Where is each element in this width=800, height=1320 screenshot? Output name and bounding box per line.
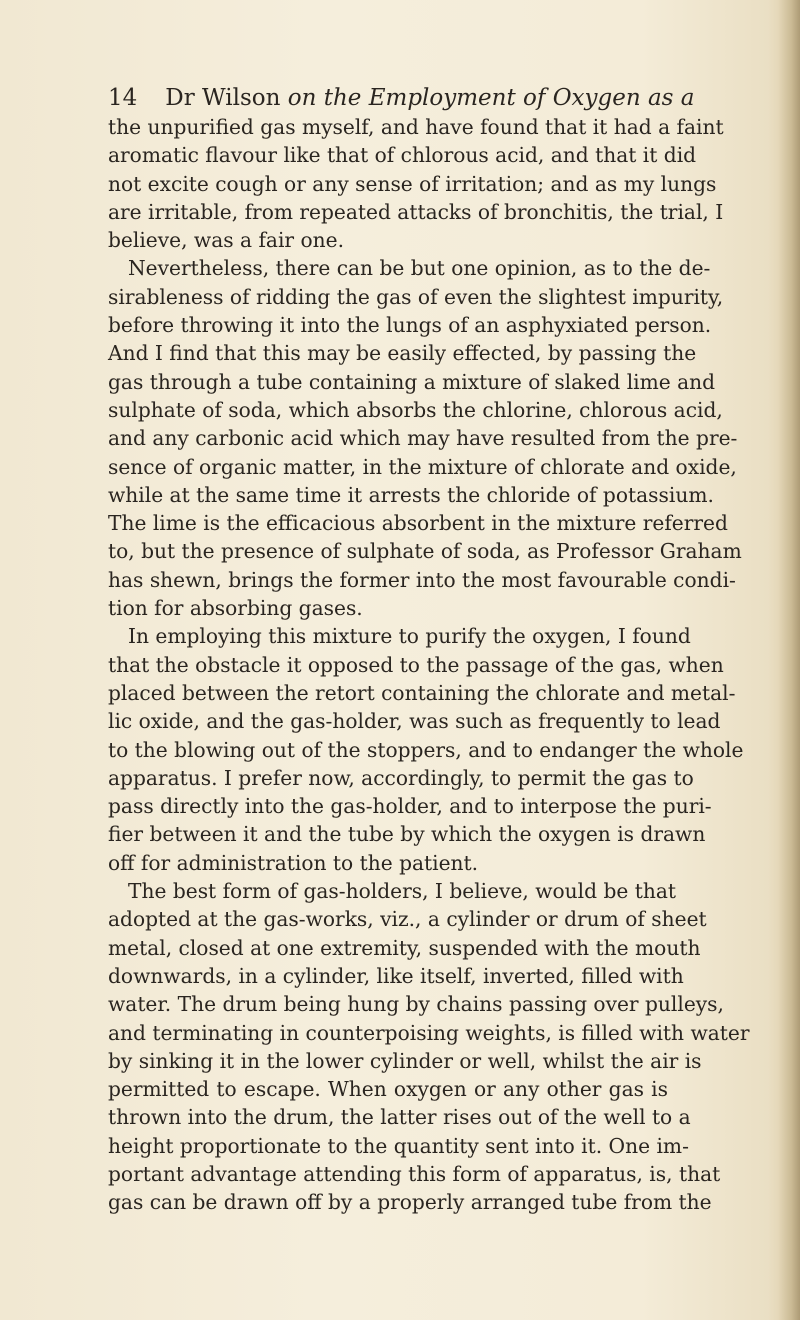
- text-line: and any carbonic acid which may have resulted from the pre-: [108, 426, 738, 451]
- text-line: before throwing it into the lungs of an asphyxiated person.: [108, 313, 712, 338]
- text-line: are irritable, from repeated attacks of bronchitis, the trial, I: [108, 199, 724, 224]
- text-line: gas through a tube containing a mixture of slaked lime and: [108, 369, 716, 394]
- text-line: The best form of gas-holders, I believe, would be that: [128, 879, 677, 904]
- text-line: metal, closed at one extremity, suspended with the mouth: [108, 935, 701, 960]
- text-line: And I find that this may be easily effected, by passing the: [108, 341, 697, 366]
- text-line: apparatus. I prefer now, accordingly, to permit the gas to: [108, 765, 694, 790]
- text-line: to, but the presence of sulphate of soda, as Professor Graham: [108, 539, 742, 564]
- text-line: pass directly into the gas-holder, and to interpose the puri-: [108, 794, 712, 819]
- text-line: The lime is the efficacious absorbent in the mixture referred: [108, 511, 728, 536]
- text-line: fier between it and the tube by which the oxygen is drawn: [108, 822, 706, 847]
- text-line: Nevertheless, there can be but one opinion, as to the de-: [128, 256, 711, 281]
- text-line: by sinking it in the lower cylinder or well, whilst the air is: [108, 1048, 702, 1073]
- text-line: believe, was a fair one.: [108, 228, 345, 253]
- text-line: aromatic flavour like that of chlorous acid, and that it did: [108, 143, 697, 168]
- text-line: not excite cough or any sense of irritation; and as my lungs: [108, 171, 717, 196]
- text-line: while at the same time it arrests the chloride of potassium.: [108, 482, 714, 507]
- text-line: gas can be drawn off by a properly arranged tube from the: [108, 1190, 712, 1215]
- text-line: adopted at the gas-works, viz., a cylinder or drum of sheet: [108, 907, 707, 932]
- text-line: downwards, in a cylinder, like itself, inverted, filled with: [108, 963, 684, 988]
- header-title: on the Employment of Oxygen as a: [287, 85, 695, 111]
- text-line: lic oxide, and the gas-holder, was such as frequently to lead: [108, 709, 721, 734]
- page-number: 14: [108, 85, 138, 111]
- text-line: In employing this mixture to purify the oxygen, I found: [128, 624, 691, 649]
- text-line: sirableness of ridding the gas of even the slightest impurity,: [108, 284, 724, 309]
- body-text: [108, 113, 750, 1217]
- text-line: thrown into the drum, the latter rises out of the well to a: [108, 1105, 691, 1130]
- text-line: off for administration to the patient.: [108, 850, 479, 875]
- text-line: placed between the retort containing the chlorate and metal-: [108, 680, 736, 705]
- text-line: permitted to escape. When oxygen or any other gas is: [108, 1077, 668, 1102]
- text-line: tion for absorbing gases.: [108, 596, 363, 621]
- text-line: portant advantage attending this form of apparatus, is, that: [108, 1161, 721, 1186]
- text-line: sulphate of soda, which absorbs the chlorine, chlorous acid,: [108, 397, 723, 422]
- text-line: height proportionate to the quantity sent into it. One im-: [108, 1133, 689, 1158]
- running-header: [108, 83, 695, 113]
- text-line: to the blowing out of the stoppers, and to endanger the whole: [108, 737, 744, 762]
- page-edge-shadow: [778, 0, 800, 1320]
- text-line: water. The drum being hung by chains passing over pulleys,: [108, 992, 724, 1017]
- text-line: that the obstacle it opposed to the passage of the gas, when: [108, 652, 724, 677]
- header-author: Dr Wilson: [165, 85, 281, 111]
- text-line: sence of organic matter, in the mixture of chlorate and oxide,: [108, 454, 737, 479]
- text-line: the unpurified gas myself, and have found that it had a faint: [108, 115, 724, 139]
- text-line: and terminating in counterpoising weights, is filled with water: [108, 1020, 750, 1045]
- text-line: has shewn, brings the former into the most favourable condi-: [108, 567, 736, 592]
